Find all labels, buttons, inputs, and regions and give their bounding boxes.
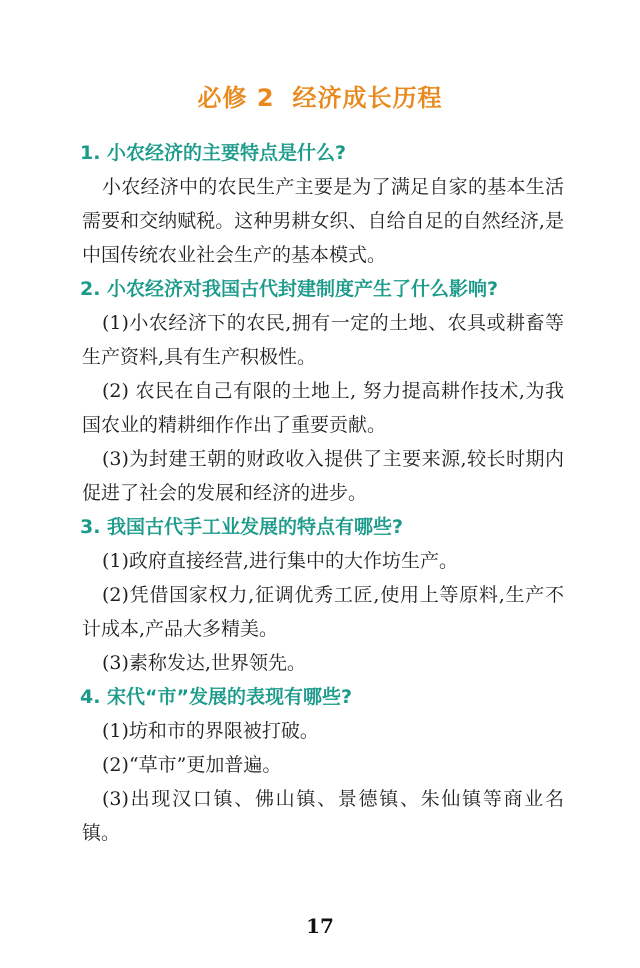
answer-paragraph: (1)政府直接经营,进行集中的大作坊生产。 (102, 550, 458, 572)
answer-paragraph: (2) 农民在自己有限的土地上, 努力提高耕作技术,为我国农业的精耕细作作出了重要贡献。 (82, 380, 564, 436)
page-title (0, 78, 640, 113)
qa-content (82, 136, 564, 850)
page-number: 17 (306, 914, 334, 938)
qa-block-3 (82, 510, 564, 680)
chapter-name: 经济成长历程 (292, 84, 443, 112)
module-label: 必修 2 (197, 84, 275, 112)
answer-paragraph: (1)小农经济下的农民,拥有一定的土地、农具或耕畜等生产资料,具有生产积极性。 (82, 312, 564, 368)
answer-paragraph: (2)凭借国家权力,征调优秀工匠,使用上等原料,生产不计成本,产品大多精美。 (82, 584, 564, 640)
answer-paragraph: (1)坊和市的界限被打破。 (102, 720, 319, 742)
qa-block-1 (82, 136, 564, 272)
answer-paragraph: (3)出现汉口镇、佛山镇、景德镇、朱仙镇等商业名镇。 (82, 788, 564, 844)
question-heading: 3. 我国古代手工业发展的特点有哪些? (80, 516, 404, 538)
qa-block-4 (82, 680, 564, 850)
question-heading: 2. 小农经济对我国古代封建制度产生了什么影响? (80, 278, 499, 300)
qa-block-2 (82, 272, 564, 510)
answer-paragraph: (2)“草市”更加普遍。 (102, 754, 282, 776)
answer-paragraph: 小农经济中的农民生产主要是为了满足自家的基本生活需要和交纳赋税。这种男耕女织、自给自足的自然经济,是中国传统农业社会生产的基本模式。 (82, 176, 564, 266)
answer-paragraph: (3)素称发达,世界领先。 (102, 652, 306, 674)
question-heading: 1. 小农经济的主要特点是什么? (80, 142, 347, 164)
question-heading: 4. 宋代“市”发展的表现有哪些? (80, 686, 353, 708)
answer-paragraph: (3)为封建王朝的财政收入提供了主要来源,较长时期内促进了社会的发展和经济的进步。 (82, 448, 564, 504)
